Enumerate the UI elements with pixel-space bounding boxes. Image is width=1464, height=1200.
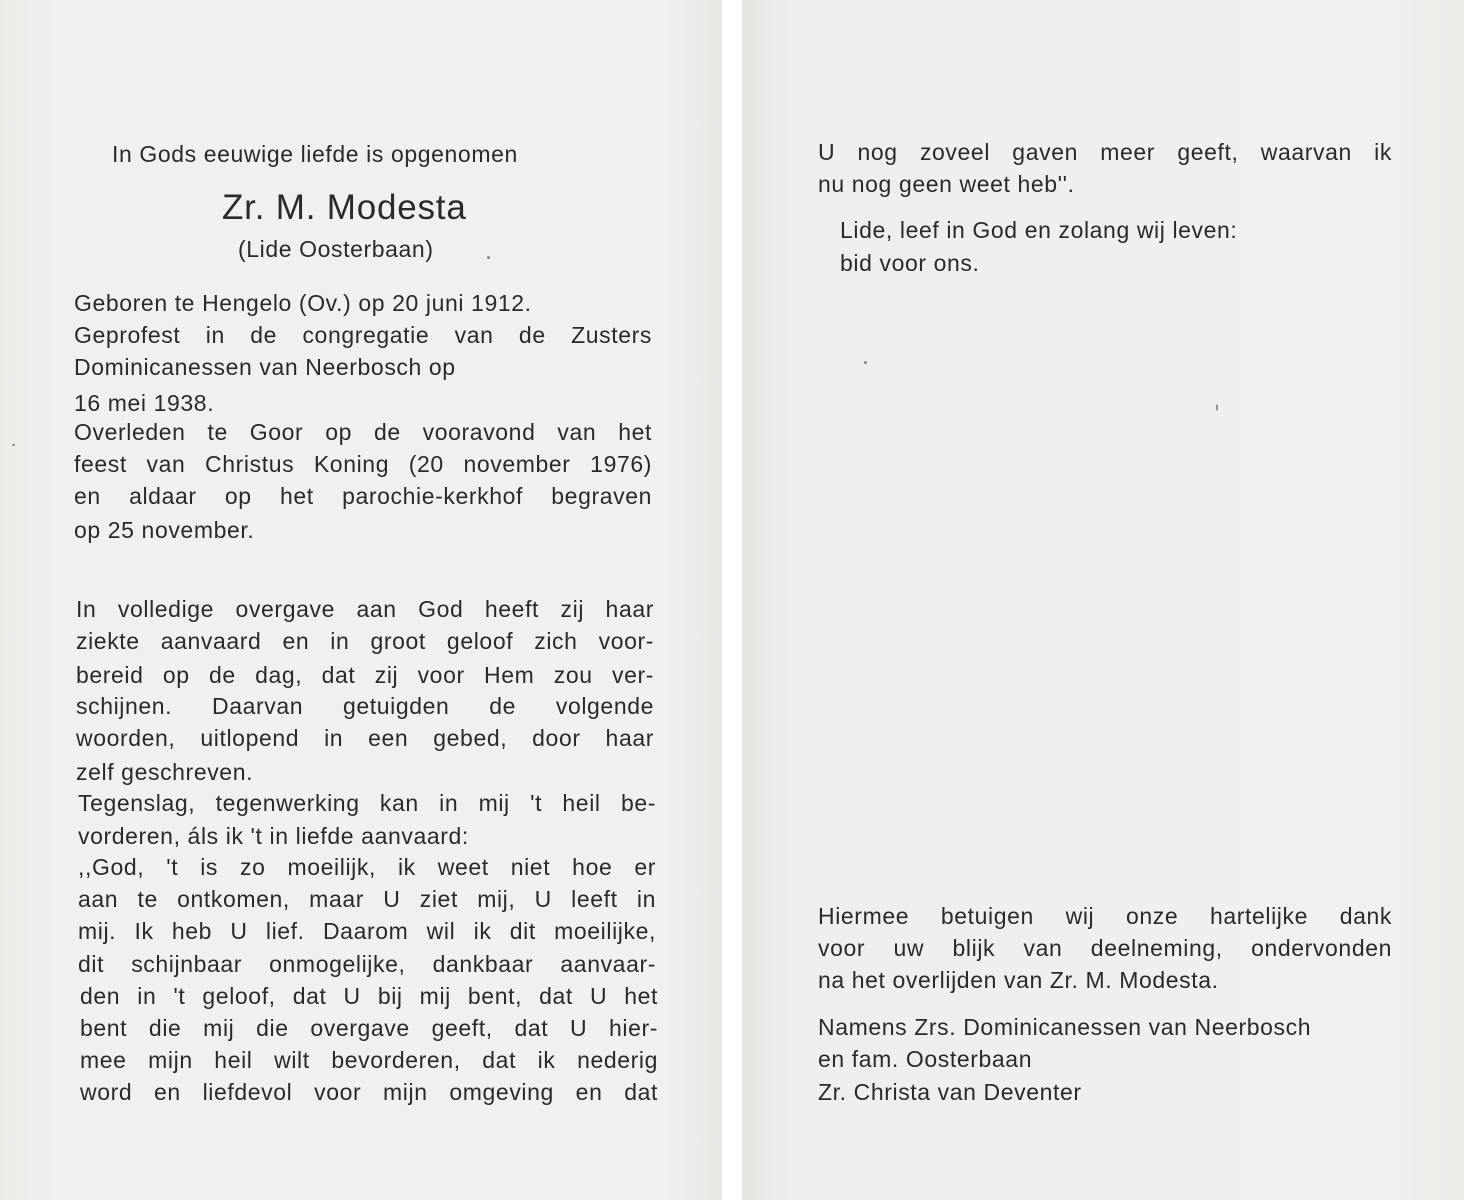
body-line: vorderen, áls ik 't in liefde aanvaard: bbox=[78, 823, 469, 849]
prayer-line: Lide, leef in God en zolang wij leven: bbox=[840, 217, 1238, 243]
body-line: bent die mij die overgave geeft, dat U hier- bbox=[80, 1015, 658, 1041]
bio-line: op 25 november. bbox=[74, 517, 255, 543]
bio-line: Geprofest in de congregatie van de Zusters bbox=[74, 322, 652, 348]
body-line: den in 't geloof, dat U bij mij bent, dat U het bbox=[80, 983, 658, 1009]
body-line: In volledige overgave aan God heeft zij haar bbox=[76, 596, 654, 622]
bio-line: Dominicanessen van Neerbosch op bbox=[74, 354, 456, 380]
paper-speck bbox=[487, 256, 490, 259]
deceased-name: Zr. M. Modesta bbox=[222, 188, 467, 227]
body-line: word en liefdevol voor mijn omgeving en dat bbox=[80, 1079, 658, 1105]
body-line: aan te ontkomen, maar U ziet mij, U leeft in bbox=[78, 886, 656, 912]
thanks-line: voor uw blijk van deelneming, ondervonden bbox=[818, 935, 1392, 961]
paper-speck bbox=[864, 361, 867, 364]
signature-line: Namens Zrs. Dominicanessen van Neerbosch bbox=[818, 1014, 1312, 1040]
paper-speck bbox=[1216, 404, 1218, 411]
signature-line: en fam. Oosterbaan bbox=[818, 1046, 1033, 1072]
body-line: Tegenslag, tegenwerking kan in mij 't heil be- bbox=[78, 790, 656, 816]
continuation-line: U nog zoveel gaven meer geeft, waarvan ik bbox=[818, 139, 1392, 165]
body-line: zelf geschreven. bbox=[76, 759, 254, 785]
body-line: ziekte aanvaard en in groot geloof zich voor- bbox=[76, 628, 654, 654]
continuation-line: nu nog geen weet heb''. bbox=[818, 171, 1075, 197]
paper-speck bbox=[12, 444, 15, 446]
signature-line: Zr. Christa van Deventer bbox=[818, 1079, 1082, 1105]
body-line: ,,God, 't is zo moeilijk, ik weet niet hoe er bbox=[78, 854, 656, 880]
civil-name: (Lide Oosterbaan) bbox=[238, 236, 434, 262]
left-card-page bbox=[0, 0, 722, 1200]
right-card-page bbox=[742, 0, 1464, 1200]
body-line: bereid op de dag, dat zij voor Hem zou ver- bbox=[76, 662, 654, 688]
bio-line: en aldaar op het parochie-kerkhof begraven bbox=[74, 483, 652, 509]
bio-line: Geboren te Hengelo (Ov.) op 20 juni 1912. bbox=[74, 290, 532, 316]
body-line: woorden, uitlopend in een gebed, door haar bbox=[76, 725, 654, 751]
bio-line: Overleden te Goor op de vooravond van het bbox=[74, 419, 652, 445]
body-line: mij. Ik heb U lief. Daarom wil ik dit moeilijke, bbox=[78, 918, 656, 944]
thanks-line: Hiermee betuigen wij onze hartelijke dank bbox=[818, 903, 1392, 929]
intro-line: In Gods eeuwige liefde is opgenomen bbox=[112, 141, 518, 167]
body-line: mee mijn heil wilt bevorderen, dat ik nederig bbox=[80, 1047, 658, 1073]
prayer-line: bid voor ons. bbox=[840, 250, 980, 276]
thanks-line: na het overlijden van Zr. M. Modesta. bbox=[818, 967, 1219, 993]
body-line: schijnen. Daarvan getuigden de volgende bbox=[76, 693, 654, 719]
bio-line: feest van Christus Koning (20 november 1976) bbox=[74, 451, 652, 477]
body-line: dit schijnbaar onmogelijke, dankbaar aanvaar- bbox=[78, 951, 656, 977]
bio-line: 16 mei 1938. bbox=[74, 390, 215, 416]
